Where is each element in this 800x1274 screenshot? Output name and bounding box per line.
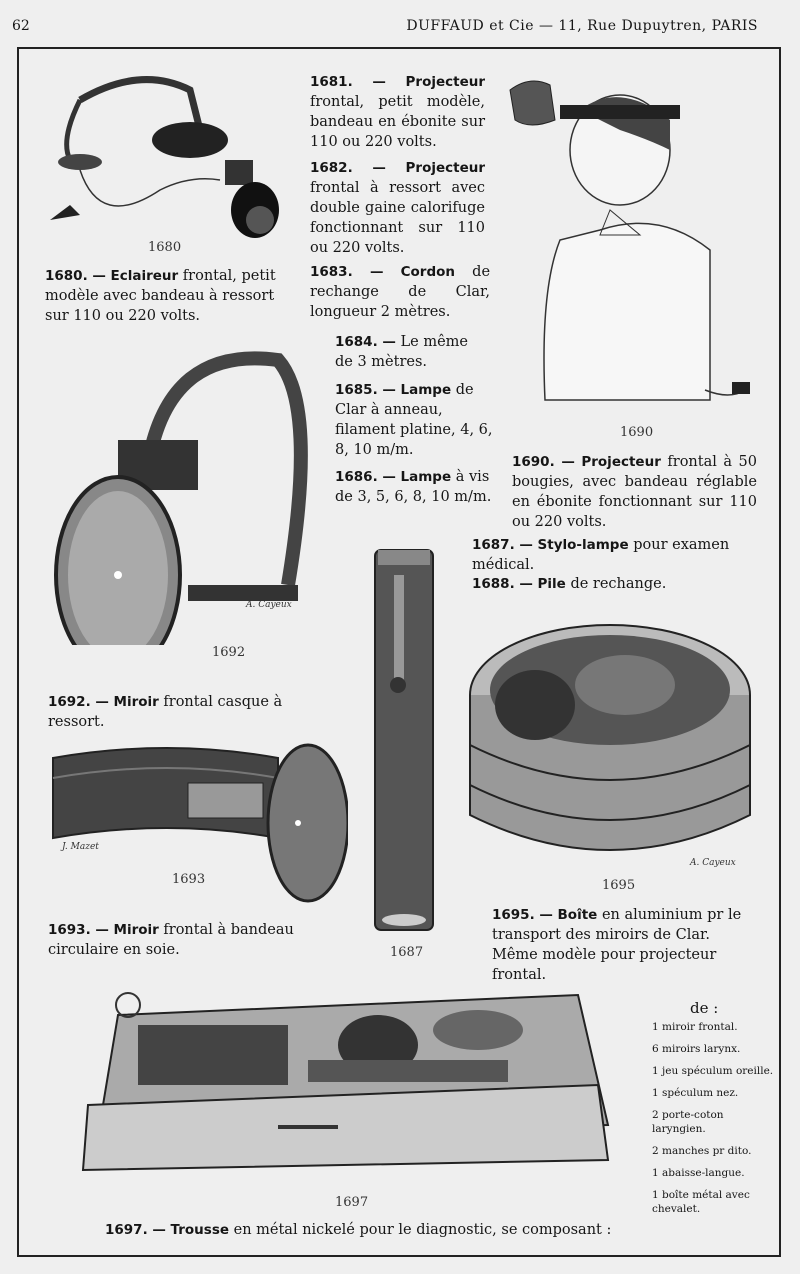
item-1695: 1695. — Boîte en aluminium pr le transport des miroirs de Clar. Même modèle pour projecteur frontal.: [492, 905, 762, 985]
item-1697: 1697. — Trousse en métal nickelé pour le diagnostic, se composant :: [105, 1222, 612, 1238]
page-header: [0, 18, 800, 42]
item-1686: 1686. — Lampe à vis de 3, 5, 6, 8, 10 m/m.: [335, 469, 492, 505]
page-number: 62: [12, 18, 30, 34]
signature-1695: A. Cayeux: [690, 858, 736, 868]
item-1690: 1690. — Projecteur frontal à 50 bougies, avec bandeau réglable en ébonite fonctionnant sur 110 ou 220 volts.: [512, 454, 758, 530]
kit-item: 1 abaisse-langue.: [652, 1167, 745, 1179]
kit-item: 6 miroirs larynx.: [652, 1043, 741, 1055]
illustration-1697: [78, 985, 618, 1180]
item-1682: 1682. — Projecteur frontal à ressort avec double gaine calorifuge fonctionnant sur 110 ou 220 volts.: [310, 160, 486, 256]
figure-number-1693: 1693: [172, 872, 206, 887]
publisher-line: DUFFAUD et Cie — 11, Rue Dupuytren, PARIS: [406, 18, 758, 34]
item-1685: 1685. — Lampe de Clar à anneau, filament platine, 4, 6, 8, 10 m/m.: [335, 382, 493, 458]
signature-1692: A. Cayeux: [246, 600, 292, 610]
kit-item: 1 jeu spéculum oreille.: [652, 1065, 774, 1077]
item-1695-extra: Même modèle pour projecteur frontal.: [492, 947, 717, 983]
item-1692: 1692. — Miroir frontal casque à ressort.: [48, 694, 283, 730]
item-1684: 1684. — Le même de 3 mètres.: [335, 334, 468, 370]
item-1681: 1681. — Projecteur frontal, petit modèle, bandeau en ébonite sur 110 ou 220 volts.: [310, 74, 486, 150]
kit-item: 2 manches pr dito.: [652, 1145, 752, 1157]
illustration-1680: [40, 60, 290, 240]
figure-number-1697: 1697: [335, 1195, 369, 1210]
figure-number-1692: 1692: [212, 645, 246, 660]
item-1687: 1687. — Stylo-lampe pour examen médical.: [472, 537, 730, 573]
kit-item: 1 boîte métal avec chevalet.: [652, 1189, 750, 1215]
kit-item: 1 miroir frontal.: [652, 1021, 738, 1033]
signature-1693: J. Mazet: [62, 842, 99, 852]
figure-number-1680: 1680: [148, 240, 182, 255]
kit-item: 2 porte-coton laryngien.: [652, 1109, 724, 1135]
figure-number-1690: 1690: [620, 425, 654, 440]
kit-item: 1 spéculum nez.: [652, 1087, 739, 1099]
item-1683: 1683. — Cordon de rechange de Clar, longueur 2 mètres.: [310, 264, 491, 320]
illustration-1690: [500, 60, 770, 420]
figure-number-1687: 1687: [390, 945, 424, 960]
illustration-1693: [48, 738, 348, 918]
kit-list: [652, 1020, 774, 1224]
kit-heading: de :: [690, 999, 719, 1017]
item-1693: 1693. — Miroir frontal à bandeau circulaire en soie.: [48, 922, 294, 958]
item-1688: 1688. — Pile de rechange.: [472, 576, 667, 592]
illustration-1695: [465, 615, 760, 875]
item-1680: 1680. — Eclaireur frontal, petit modèle avec bandeau à ressort sur 110 ou 220 volts.: [45, 268, 276, 324]
figure-number-1695: 1695: [602, 878, 636, 893]
illustration-1687: [370, 545, 440, 940]
